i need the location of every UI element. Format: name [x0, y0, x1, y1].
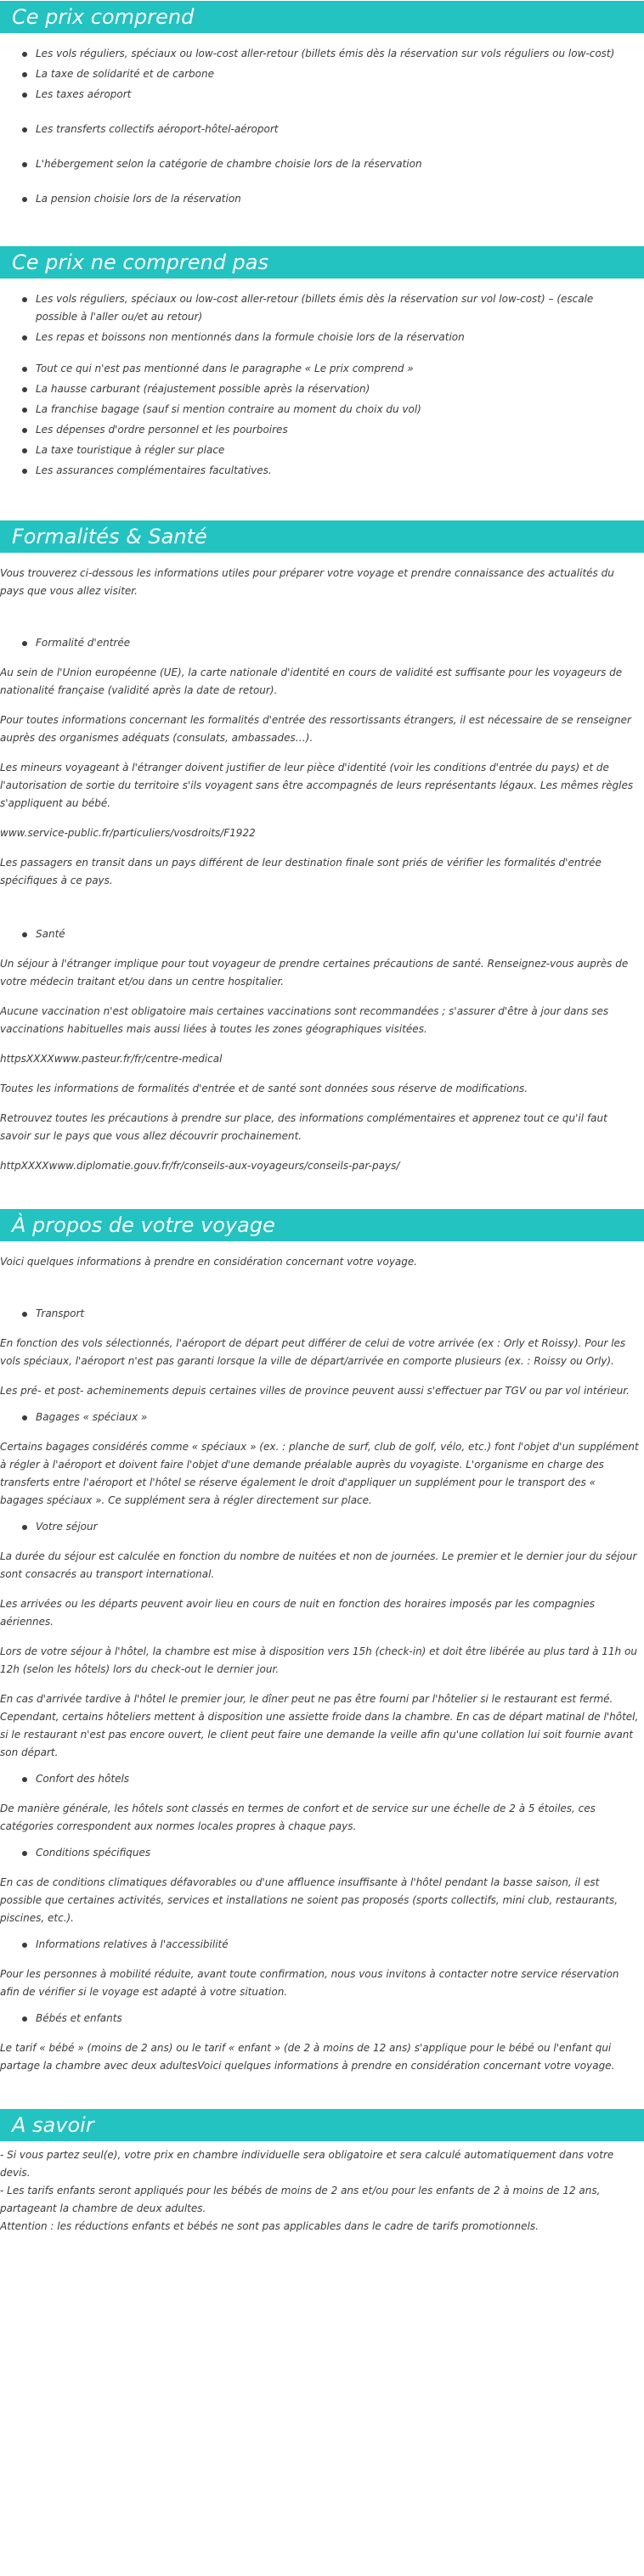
link-service-public[interactable]: www.service-public.fr/particuliers/vosdroits/F1922 — [0, 827, 256, 839]
list-item: La hausse carburant (réajustement possible après la réservation) — [0, 380, 644, 398]
list-item: Les dépenses d'ordre personnel et les pourboires — [0, 421, 644, 439]
transport-list — [0, 1305, 644, 1323]
list-item: Les vols réguliers, spéciaux ou low-cost aller-retour (billets émis dès la réservation sur vol low-cost) – (escale possible à l'aller ou/et au retour) — [0, 290, 644, 326]
paragraph: Les pré- et post- acheminements depuis certaines villes de province peuvent aussi s'effectuer par TGV ou par vol intérieur. — [0, 1385, 630, 1397]
paragraph: Un séjour à l'étranger implique pour tout voyageur de prendre certaines précautions de santé. Renseignez-vous auprès de votre médecin traitant et/ou dans un centre hospitalier. — [0, 958, 629, 987]
paragraph: Toutes les informations de formalités d'entrée et de santé sont données sous réserve de modifications. — [0, 1083, 528, 1094]
paragraph: Pour les personnes à mobilité réduite, avant toute confirmation, nous vous invitons à contacter notre service réservation afin de vérifier si le voyage est adapté à votre situation. — [0, 1968, 619, 1998]
subsection-label-sante: Santé — [0, 925, 644, 943]
section-title-a-propos-voyage: À propos de votre voyage — [0, 1209, 644, 1241]
subsection-label-bebes: Bébés et enfants — [0, 2010, 644, 2028]
paragraph: Retrouvez toutes les précautions à prendre sur place, des informations complémentaires et apprenez tout ce qu'il faut savoir sur le pays que vous allez découvrir prochainement. — [0, 1112, 607, 1142]
subsection-label-confort: Confort des hôtels — [0, 1770, 644, 1788]
note-line: - Si vous partez seul(e), votre prix en chambre individuelle sera obligatoire et sera calculé automatiquement dans votre devis. — [0, 2149, 614, 2179]
section-title-ce-prix-ne-comprend-pas: Ce prix ne comprend pas — [0, 246, 644, 278]
paragraph: Pour toutes informations concernant les formalités d'entrée des ressortissants étrangers, il est nécessaire de se renseigner auprès des organismes adéquats (consulats, ambassades…). — [0, 714, 631, 744]
included-list — [0, 45, 644, 208]
subsection-label-bagages: Bagages « spéciaux » — [0, 1409, 644, 1426]
note-line: - Les tarifs enfants seront appliqués pour les bébés de moins de 2 ans et/ou pour les enfants de 2 à moins de 12 ans, partageant la chambre de deux adultes. — [0, 2185, 601, 2214]
link-pasteur[interactable]: httpsXXXXwww.pasteur.fr/fr/centre-medical — [0, 1053, 223, 1065]
paragraph: Les passagers en transit dans un pays différent de leur destination finale sont priés de vérifier les formalités d'entrée spécifiques à ce pays. — [0, 857, 602, 886]
bagages-list — [0, 1409, 644, 1426]
link-diplomatie[interactable]: httpXXXXwww.diplomatie.gouv.fr/fr/conseils-aux-voyageurs/conseils-par-pays/ — [0, 1160, 400, 1172]
list-item: Les repas et boissons non mentionnés dans la formule choisie lors de la réservation — [0, 329, 644, 346]
subsection-label-accessibilite: Informations relatives à l'accessibilité — [0, 1936, 644, 1954]
voyage-intro: Voici quelques informations à prendre en considération concernant votre voyage. — [0, 1256, 418, 1268]
paragraph: Les mineurs voyageant à l'étranger doivent justifier de leur pièce d'identité (voir les conditions d'entrée du pays) et de l'autorisation de sortie du territoire s'ils voyagent sans être accompagnés de leurs représentants légaux. Les mêmes règles s'appliquent au bébé. — [0, 762, 634, 809]
paragraph: En cas d'arrivée tardive à l'hôtel le premier jour, le dîner peut ne pas être fourni par l'hôtelier si le restaurant est fermé. Cependant, certains hôteliers mettent à disposition une assiette froide dans la chambre. En cas de départ matinal de l'hôtel, si le restaurant n'est pas encore ouvert, le client peut faire une demande la veille afin qu'une collation lui soit fournie avant son départ. — [0, 1693, 639, 1758]
excluded-list — [0, 290, 644, 480]
a-savoir-notes — [0, 2146, 644, 2236]
bebes-list — [0, 2010, 644, 2028]
sante-list — [0, 925, 644, 943]
list-item: Les transferts collectifs aéroport-hôtel-aéroport — [0, 121, 644, 138]
sejour-list — [0, 1518, 644, 1536]
paragraph: Le tarif « bébé » (moins de 2 ans) ou le tarif « enfant » (de 2 à moins de 12 ans) s'applique pour le bébé ou l'enfant qui partage la chambre avec deux adultesVoici quelques informations à prendre en considération concernant votre voyage. — [0, 2042, 615, 2072]
list-item: La taxe touristique à régler sur place — [0, 442, 644, 459]
subsection-label-conditions: Conditions spécifiques — [0, 1844, 644, 1862]
confort-list — [0, 1770, 644, 1788]
list-item: Les vols réguliers, spéciaux ou low-cost aller-retour (billets émis dès la réservation sur vols réguliers ou low-cost) — [0, 45, 644, 63]
list-item: Tout ce qui n'est pas mentionné dans le paragraphe « Le prix comprend » — [0, 360, 644, 378]
accessibilite-list — [0, 1936, 644, 1954]
paragraph: Lors de votre séjour à l'hôtel, la chambre est mise à disposition vers 15h (check-in) et doit être libérée au plus tard à 11h ou 12h (selon les hôtels) lors du check-out le dernier jour. — [0, 1645, 637, 1675]
list-item: La taxe de solidarité et de carbone — [0, 65, 644, 83]
paragraph: De manière générale, les hôtels sont classés en termes de confort et de service sur une échelle de 2 à 5 étoiles, ces catégories correspondent aux normes locales propres à chaque pays. — [0, 1803, 596, 1832]
paragraph: En cas de conditions climatiques défavorables ou d'une affluence insuffisante à l'hôtel pendant la basse saison, il est possible que certaines activités, services et installations ne soient pas proposés (sports collectifs, mini club, restaurants, piscines, etc.). — [0, 1876, 619, 1924]
section-title-ce-prix-comprend: Ce prix comprend — [0, 1, 644, 33]
paragraph: Certains bagages considérés comme « spéciaux » (ex. : planche de surf, club de golf, vélo, etc.) font l'objet d'un supplément à régler à l'aéroport et doivent faire l'objet d'une demande préalable auprès du voyagiste. L'organisme en charge des transferts entre l'aéroport et l'hôtel se réserve également le droit d'appliquer un supplément pour le transport des « bagages spéciaux ». Ce supplément sera à régler directement sur place. — [0, 1441, 639, 1506]
conditions-list — [0, 1844, 644, 1862]
formalites-intro: Vous trouverez ci-dessous les informations utiles pour préparer votre voyage et prendre connaissance des actualités du pays que vous allez visiter. — [0, 567, 614, 597]
subsection-label-formalite-entree: Formalité d'entrée — [0, 634, 644, 652]
subsection-label-sejour: Votre séjour — [0, 1518, 644, 1536]
paragraph: Au sein de l'Union européenne (UE), la carte nationale d'identité en cours de validité est suffisante pour les voyageurs de nationalité française (validité après la date de retour). — [0, 666, 623, 696]
list-item: La pension choisie lors de la réservation — [0, 190, 644, 208]
subsection-label-transport: Transport — [0, 1305, 644, 1323]
list-item: La franchise bagage (sauf si mention contraire au moment du choix du vol) — [0, 401, 644, 419]
list-item: Les taxes aéroport — [0, 86, 644, 104]
list-item: L'hébergement selon la catégorie de chambre choisie lors de la réservation — [0, 155, 644, 173]
list-item: Les assurances complémentaires facultatives. — [0, 462, 644, 480]
section-title-a-savoir: A savoir — [0, 2109, 644, 2141]
paragraph: Aucune vaccination n'est obligatoire mais certaines vaccinations sont recommandées ; s'assurer d'être à jour dans ses vaccinations habituelles mais aussi liées à toutes les zones géographiques visitées. — [0, 1005, 609, 1035]
paragraph: La durée du séjour est calculée en fonction du nombre de nuitées et non de journées. Le premier et le dernier jour du séjour sont consacrés au transport international. — [0, 1550, 637, 1580]
note-line: Attention : les réductions enfants et bébés ne sont pas applicables dans le cadre de tarifs promotionnels. — [0, 2220, 539, 2232]
paragraph: Les arrivées ou les départs peuvent avoir lieu en cours de nuit en fonction des horaires imposés par les compagnies aériennes. — [0, 1598, 596, 1628]
paragraph: En fonction des vols sélectionnés, l'aéroport de départ peut différer de celui de votre arrivée (ex : Orly et Roissy). Pour les vols spéciaux, l'aéroport n'est pas garanti lorsque la ville de départ/arrivée en comporte plusieurs (ex. : Roissy ou Orly). — [0, 1337, 626, 1367]
formalite-entree-list — [0, 634, 644, 652]
section-title-formalites-sante: Formalités & Santé — [0, 520, 644, 553]
